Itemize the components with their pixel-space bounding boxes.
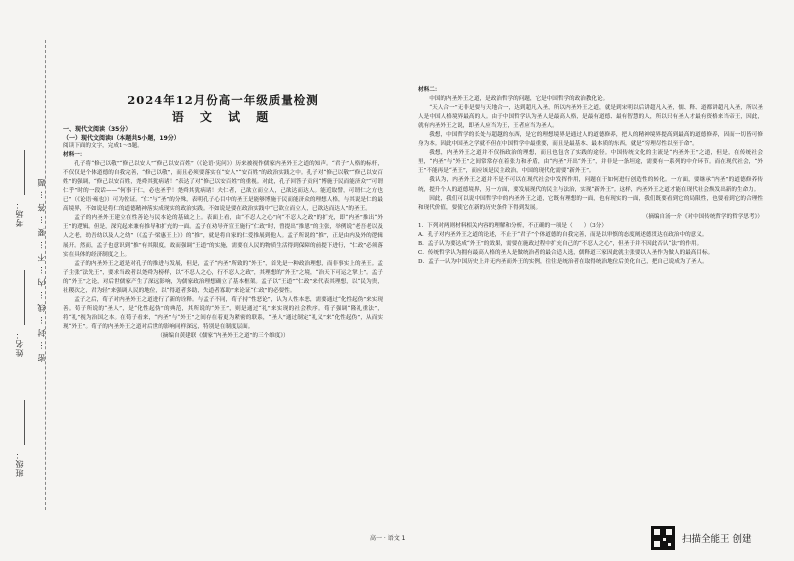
exam-room-blank bbox=[24, 150, 25, 195]
exam-subject: 语 文 试 题 bbox=[171, 110, 275, 124]
material-two-label: 材料二： bbox=[418, 87, 441, 93]
scanner-watermark: 扫描全能王 创建 bbox=[682, 534, 752, 545]
subsection-one-heading: （一）现代文阅读Ⅰ（本题共5小题，19分） bbox=[63, 135, 180, 142]
paragraph: 孟子的内圣外王之道是对孔子的推进与发展，但是，孟子“内圣”所致的“外王”，首先是一种政治理想，而非事实上的圣王。孟子主张“法先王”，要求当政者以尧舜为榜样，以“不忍人之心，行不忍人之政”，其理想的“外王”之境，“治天下可运之掌上”。孟子的“外王”之论，对后世儒家产生了深远影响，为儒家政治理想确立了基本框架。孟子以“王道”“仁政”来代表其理想，以“民为贵，社稷次之，君为轻”来强调人民的地位，以“得道者多助，失道者寡助”来论证“仁政”的必要性。 bbox=[63, 260, 383, 294]
option-b: B．孟子认为要达成“外王”的效果，需要在施政过程中扩充自己的“不忍人之心”，但圣于并不因此否认“法”的作用。 bbox=[418, 240, 703, 247]
source-note: （摘编自黄建联《儒家“内圣外王之道”的三个维度》） bbox=[157, 332, 289, 339]
paragraph: 孟子之后，荀子对内圣外王之道进行了新的诠释。与孟子不同，荀子持“性恶论”，认为人性本恶，需要通过“化性起伪”来实现善。荀子所说的“圣人”，是“化性起伪”的典范，其所说的“外王”，则是通过“礼”来实现的社会秩序。荀子强调“隆礼重法”，将“礼”视为治国之本。在荀子看来，“内圣”与“外王”之间存在着更为紧密的联系，“圣人”通过制定“礼义”来“化性起伪”，从而实现“外王”。荀子的内圣外王之道对后世的影响同样深远，特别是在制度层面。 bbox=[63, 296, 383, 330]
paragraph: 因此，我们可以说中国哲学中的内圣外王之道，它既有理想的一面，也有现实的一面，我们既要看到它的局限性，也要看到它的合理性和现代价值，要使它在新的历史条件下得到发展。 bbox=[418, 195, 763, 211]
paragraph: 孔子将“修己以敬”“修己以安人”“修己以安百姓”（《论语·宪问》）历来被视作儒家内圣外王之道的知声。“君子”人格的标杆，不仅仅是个体道德的自我完善，“修己以敬”，而且必须要落实在“安人”“安百姓”的政治实践之中。孔子对“修己以敬”“修己以安百姓”的强调，“修己以安百姓，尧舜其犹病诸！”表达了对“修己以安百姓”的重视。对此，孔子回答子贡问“博施于民而能济众”“可谓仁乎”时的一段话——“何事于仁，必也圣乎！尧舜其犹病诸！夫仁者，己欲立而立人，己欲达而达人。能近取譬，可谓仁之方也已”（《论语·雍也》）可为佐证。“仁”与“圣”的分殊，表明孔子心目中的圣王是能够博施于民而能济众的理想人格，与其说是仁的最高境界，不如说是将仁的道德精神落实成现实的政治实践。不如说是要在政治实践中“已欲立而立人，已欲达而达人”的圣王。 bbox=[63, 161, 383, 213]
class-blank bbox=[24, 400, 25, 445]
paragraph: “天人合一”无非是要与天地合一，达到超凡入圣，所以内圣外王之道，就是到宋明以后讲超凡入圣，儒、释、道都讲超凡入圣，所以圣人是中国人格境界最高的人。由于中国哲学认为圣人是最高人格，是最有道德、最有智慧的人，所以只有圣人才最有资格来当帝王，因此，就有内圣外王之说，即圣人应当为王，王者应当为圣人。 bbox=[418, 105, 763, 130]
seal-line-text: 密 ⋯ 封 ⋯ 线 ⋯ 内 ⋯ 不 ⋯ 要 ⋯ 答 ⋯ 题 bbox=[37, 177, 46, 363]
name-label: 姓名： bbox=[15, 330, 24, 357]
class-label: 班级： bbox=[15, 450, 24, 477]
qr-code-icon bbox=[651, 526, 675, 550]
binding-margin bbox=[0, 0, 60, 561]
option-c: C．传统哲学认为拥有最高人格的圣人是做统治者的最合适人选，儒释道三家因此就主张要以人圣作为做人的最高目标。 bbox=[418, 249, 714, 256]
instruction: 阅读下面的文字，完成1～5题。 bbox=[63, 143, 143, 149]
question-stem: 1．下列对两则材料相关内容的理解和分析，不正确的一项是（ ）（3分） bbox=[418, 222, 607, 229]
paragraph: 孟子的内圣外王建立在性善论与民本论的基础之上。表面上看，由“不忍人之心”向“不忍人之政”的扩充，即“内圣”推出“外王”的逻辑。但是，深究起来兼有推导和扩充的一面。孟子在劝导齐宣王施行“仁政”时，曾提出“推恩”的主张，举例说“老吾老以及人之老，幼吾幼以及人之幼”（《孟子·梁惠王上》）的“推”，就是将自家的仁爱推展到他人。孟子所说的“推”，正是由内及外的逻辑展开。然而，孟子也意识到“推”有其限度，故而强调“王道”的实施，需要在人民的物质生活得到保障的前提下进行，“仁政”必须落实在具体的经济制度之上。 bbox=[63, 215, 383, 258]
source-note: （摘编自汤一介《对中国传统哲学的哲学思考》） bbox=[642, 213, 763, 220]
section-one-heading: 一、现代文阅读（35分） bbox=[63, 126, 132, 133]
name-blank bbox=[24, 270, 25, 325]
left-text-block bbox=[63, 142, 383, 341]
exam-room-label: 考场： bbox=[15, 200, 24, 227]
option-a: A．孔子对内圣外王之道的论述，不止于“君子”个体道德的自我完善，而是以审慎的态度阐述德贯达在政治中的意义。 bbox=[418, 231, 708, 238]
paragraph: 我想，中国哲学的长处与超越的东西，是它的理想境界是通过人的道德修养，把人的精神境界提高到最高的道德修养，因而一切皆可修身为本。因此中国圣之学就不但在中国哲学中最重要，而且是最基本、最本质的东西，就是“穷理尽性以至于命”。 bbox=[418, 132, 763, 148]
option-d: D．孟子一认为中国历史上并无内圣而外王的实例，往往是统治者在取得统治地位后美化自己，把自己说成为了圣人。 bbox=[418, 258, 708, 265]
page-footer: 高一 · 语文 1 bbox=[370, 535, 406, 542]
exam-title: 2024年12月份高一年级质量检测 bbox=[127, 93, 319, 107]
paragraph: 中国的内圣外王之道，是政治哲学的问题，它是中国哲学的政治教化论。 bbox=[429, 96, 609, 103]
paragraph: 我认为，内圣外王之道并不是不可以在现代社会中发挥作用，问题在于如何进行创造性的转化。一方面，要继承“内圣”的道德修养传统，提升个人的道德境界，另一方面，要发展现代的民主与法治，实现“新外王”。这样，内圣外王之道才能在现代社会焕发出新的生命力。 bbox=[418, 177, 763, 193]
right-text-block bbox=[418, 86, 763, 267]
paragraph: 我想，内圣外王之道并不仅指政治的理想，而且也包含了实践的途径。中国传统文化的主流是“内圣外王”之道，但是，在传统社会里，“内圣”与“外王”之间常常存在着张力和矛盾，由“内圣”开出“外王”，并非是一条坦途，需要有一系列的中介环节。而在现代社会，“外王”不能再是“圣王”，而应该是民主政治，中国的现代化需要“新外王”。 bbox=[418, 150, 763, 175]
material-one-label: 材料一： bbox=[63, 152, 86, 159]
